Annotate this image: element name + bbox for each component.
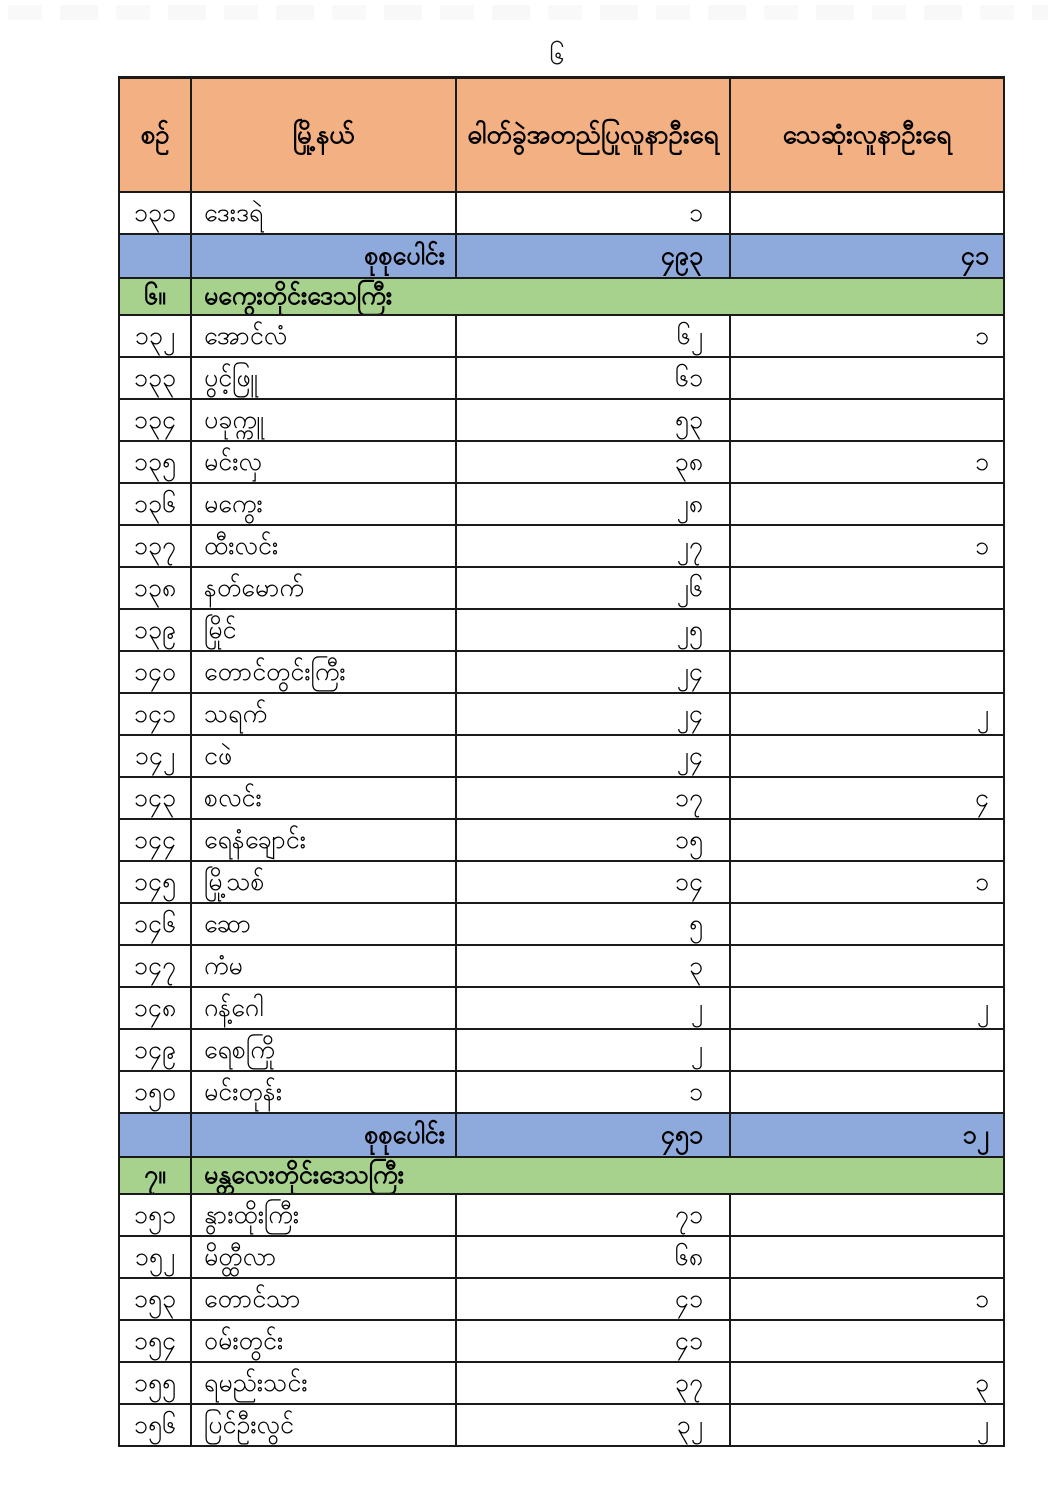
township-row (119, 1362, 1004, 1404)
cell-serial-number: ၁၄၃ (119, 777, 191, 819)
cell-section-number: ၇။ (119, 1157, 191, 1194)
cell-serial-number: ၁၄၉ (119, 1029, 191, 1071)
cell-township-name: တောင်တွင်းကြီး (191, 651, 456, 693)
region-section-row (119, 278, 1004, 315)
cell-confirmed-count: ၅ (456, 903, 730, 945)
cell-township-name: ရမည်းသင်း (191, 1362, 456, 1404)
cell-death-count (730, 1071, 1004, 1113)
cell-death-count: ၁ (730, 1278, 1004, 1320)
cell-confirmed-count: ၃၈ (456, 441, 730, 483)
township-row (119, 315, 1004, 357)
cell-township-name: တောင်သာ (191, 1278, 456, 1320)
col-header-deaths: သေဆုံးလူနာဦးရေ (730, 78, 1004, 193)
cell-serial-number: ၁၅၅ (119, 1362, 191, 1404)
cell-death-count (730, 651, 1004, 693)
cell-death-count (730, 819, 1004, 861)
cell-township-name: မြို့သစ် (191, 861, 456, 903)
township-row (119, 567, 1004, 609)
cell-confirmed-count: ၂၄ (456, 693, 730, 735)
cell-confirmed-count: ၂၅ (456, 609, 730, 651)
cell-total-label: စုစုပေါင်း (191, 1113, 456, 1157)
cell-confirmed-count: ၂၄ (456, 735, 730, 777)
col-header-confirmed: ဓါတ်ခွဲအတည်ပြုလူနာဦးရေ (456, 78, 730, 193)
cell-death-count (730, 357, 1004, 399)
cell-township-name: မကွေး (191, 483, 456, 525)
col-header-township: မြို့နယ် (191, 78, 456, 193)
cell-death-count (730, 399, 1004, 441)
cell-township-name: ရေနံချောင်း (191, 819, 456, 861)
township-row (119, 903, 1004, 945)
cell-township-name: မင်းတုန်း (191, 1071, 456, 1113)
cell-confirmed-count: ၁၄ (456, 861, 730, 903)
cell-township-name: ဂန့်ဂေါ (191, 987, 456, 1029)
township-row (119, 945, 1004, 987)
cell-township-name: ပြင်ဦးလွင် (191, 1404, 456, 1446)
cell-serial-number: ၁၅၁ (119, 1194, 191, 1236)
cell-serial-number: ၁၄၂ (119, 735, 191, 777)
cell-confirmed-count: ၃၂ (456, 1404, 730, 1446)
cell-township-name: အောင်လံ (191, 315, 456, 357)
cell-confirmed-count: ၁ (456, 1071, 730, 1113)
cell-section-number: ၆။ (119, 278, 191, 315)
cell-total-label: စုစုပေါင်း (191, 234, 456, 278)
cell-township-name: မြိုင် (191, 609, 456, 651)
cell-serial-number: ၁၄၁ (119, 693, 191, 735)
cell-death-count: ၁ (730, 441, 1004, 483)
cell-confirmed-count: ၂၈ (456, 483, 730, 525)
township-row (119, 483, 1004, 525)
township-row (119, 1071, 1004, 1113)
cell-serial-number: ၁၃၂ (119, 315, 191, 357)
cell-death-count: ၄ (730, 777, 1004, 819)
cell-serial-number: ၁၅၃ (119, 1278, 191, 1320)
cell-section-title: မကွေးတိုင်းဒေသကြီး (191, 278, 1004, 315)
township-row (119, 735, 1004, 777)
cell-section-title: မန္တလေးတိုင်းဒေသကြီး (191, 1157, 1004, 1194)
cell-death-count (730, 1320, 1004, 1362)
township-row (119, 693, 1004, 735)
cell-total-confirmed: ၄၉၃ (456, 234, 730, 278)
township-row (119, 1278, 1004, 1320)
township-row (119, 525, 1004, 567)
cell-serial-number: ၁၄၇ (119, 945, 191, 987)
col-header-serial: စဉ် (119, 78, 191, 193)
table-body (119, 192, 1004, 1446)
cell-serial-number: ၁၃၃ (119, 357, 191, 399)
scan-ghost-text-artifact (8, 5, 1048, 20)
township-row (119, 1029, 1004, 1071)
cell-serial-number: ၁၃၉ (119, 609, 191, 651)
cell-township-name: ငဖဲ (191, 735, 456, 777)
cell-death-count: ၁ (730, 861, 1004, 903)
cell-confirmed-count: ၇၁ (456, 1194, 730, 1236)
cell-serial-number: ၁၅၄ (119, 1320, 191, 1362)
township-row (119, 192, 1004, 234)
cell-confirmed-count: ၁၇ (456, 777, 730, 819)
cell-confirmed-count: ၂၇ (456, 525, 730, 567)
cell-confirmed-count: ၆၁ (456, 357, 730, 399)
cell-township-name: မိတ္ထီလာ (191, 1236, 456, 1278)
cell-serial-number: ၁၃၅ (119, 441, 191, 483)
cell-total-blank (119, 234, 191, 278)
cell-township-name: နွားထိုးကြီး (191, 1194, 456, 1236)
cell-serial-number: ၁၃၇ (119, 525, 191, 567)
cell-township-name: ထီးလင်း (191, 525, 456, 567)
cell-confirmed-count: ၄၁ (456, 1320, 730, 1362)
cell-township-name: ပွင့်ဖြူ (191, 357, 456, 399)
township-row (119, 357, 1004, 399)
cell-serial-number: ၁၅၂ (119, 1236, 191, 1278)
cell-death-count: ၂ (730, 693, 1004, 735)
cell-serial-number: ၁၅၀ (119, 1071, 191, 1113)
township-row (119, 651, 1004, 693)
township-row (119, 609, 1004, 651)
cell-township-name: စလင်း (191, 777, 456, 819)
covid-township-table (118, 76, 1005, 1447)
region-total-row (119, 234, 1004, 278)
cell-confirmed-count: ၁ (456, 192, 730, 234)
cell-serial-number: ၁၄၆ (119, 903, 191, 945)
cell-total-blank (119, 1113, 191, 1157)
cell-serial-number: ၁၃၁ (119, 192, 191, 234)
cell-serial-number: ၁၄၈ (119, 987, 191, 1029)
cell-death-count (730, 1029, 1004, 1071)
cell-death-count (730, 735, 1004, 777)
cell-confirmed-count: ၃ (456, 945, 730, 987)
township-row (119, 1236, 1004, 1278)
cell-serial-number: ၁၃၄ (119, 399, 191, 441)
cell-township-name: ရေစကြို (191, 1029, 456, 1071)
cell-death-count (730, 1194, 1004, 1236)
cell-death-count (730, 945, 1004, 987)
cell-confirmed-count: ၂ (456, 1029, 730, 1071)
cell-township-name: ပခုက္ကူ (191, 399, 456, 441)
region-section-row (119, 1157, 1004, 1194)
cell-township-name: နတ်မောက် (191, 567, 456, 609)
page-number: ၆ (549, 40, 565, 70)
cell-death-count (730, 567, 1004, 609)
cell-serial-number: ၁၄၀ (119, 651, 191, 693)
cell-serial-number: ၁၃၈ (119, 567, 191, 609)
cell-township-name: ဆော (191, 903, 456, 945)
cell-death-count (730, 192, 1004, 234)
cell-death-count: ၂ (730, 987, 1004, 1029)
cell-death-count (730, 483, 1004, 525)
cell-death-count: ၁ (730, 525, 1004, 567)
township-row (119, 987, 1004, 1029)
cell-township-name: ဝမ်းတွင်း (191, 1320, 456, 1362)
township-row (119, 441, 1004, 483)
cell-death-count (730, 903, 1004, 945)
cell-death-count (730, 609, 1004, 651)
cell-serial-number: ၁၄၅ (119, 861, 191, 903)
cell-total-deaths: ၄၁ (730, 234, 1004, 278)
cell-township-name: ကံမ (191, 945, 456, 987)
township-row (119, 1320, 1004, 1362)
cell-death-count: ၃ (730, 1362, 1004, 1404)
cell-township-name: သရက် (191, 693, 456, 735)
cell-death-count (730, 1236, 1004, 1278)
cell-confirmed-count: ၂ (456, 987, 730, 1029)
cell-confirmed-count: ၂၄ (456, 651, 730, 693)
table-header-row (119, 78, 1004, 193)
cell-confirmed-count: ၄၁ (456, 1278, 730, 1320)
township-row (119, 1194, 1004, 1236)
cell-serial-number: ၁၄၄ (119, 819, 191, 861)
township-row (119, 861, 1004, 903)
region-total-row (119, 1113, 1004, 1157)
cell-serial-number: ၁၃၆ (119, 483, 191, 525)
cell-confirmed-count: ၆၂ (456, 315, 730, 357)
cell-confirmed-count: ၆၈ (456, 1236, 730, 1278)
township-row (119, 1404, 1004, 1446)
township-row (119, 777, 1004, 819)
cell-total-deaths: ၁၂ (730, 1113, 1004, 1157)
cell-confirmed-count: ၂၆ (456, 567, 730, 609)
cell-confirmed-count: ၃၇ (456, 1362, 730, 1404)
cell-confirmed-count: ၅၃ (456, 399, 730, 441)
township-row (119, 399, 1004, 441)
cell-confirmed-count: ၁၅ (456, 819, 730, 861)
cell-death-count: ၂ (730, 1404, 1004, 1446)
cell-total-confirmed: ၄၅၁ (456, 1113, 730, 1157)
cell-serial-number: ၁၅၆ (119, 1404, 191, 1446)
cell-township-name: ဒေးဒရဲ (191, 192, 456, 234)
township-row (119, 819, 1004, 861)
cell-death-count: ၁ (730, 315, 1004, 357)
cell-township-name: မင်းလှ (191, 441, 456, 483)
